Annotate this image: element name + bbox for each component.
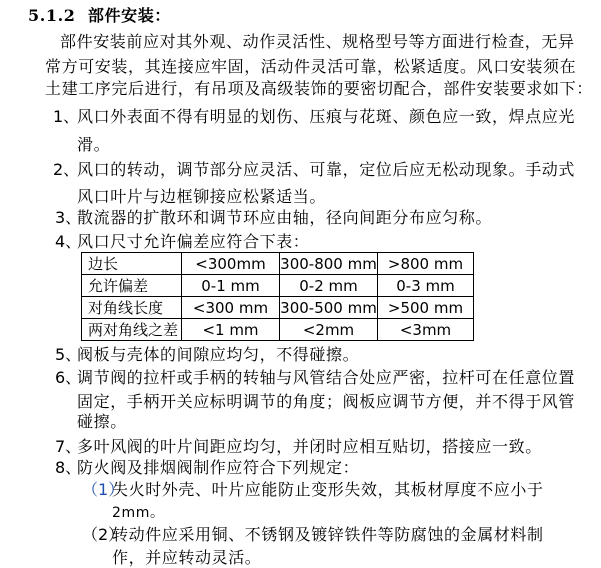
table-cell: <300 mm [182, 297, 280, 319]
section-heading [28, 6, 171, 26]
item-text: 多叶风阀的叶片间距应均匀，并闭时应相互贴切，搭接应一致。 [77, 437, 542, 456]
item-number: 7、 [55, 437, 82, 456]
item-number: 5、 [55, 345, 82, 364]
item-text: 散流器的扩散环和调节环应由轴，径向间距分布应匀称。 [77, 208, 493, 227]
section-title: 部件安装： [87, 6, 171, 25]
table-cell: 0-1 mm [182, 275, 280, 297]
subitem-text: 2mm。 [112, 505, 165, 521]
item-text: 风口叶片与边框铆接应松紧适当。 [77, 187, 327, 206]
table-cell: 0-2 mm [280, 275, 378, 297]
item-number: 6、 [55, 368, 82, 387]
table-cell: 300-500 mm [280, 298, 377, 317]
item-text: 阀板与壳体的间隙应均匀，不得碰擦。 [77, 345, 360, 364]
subitem-number: （2） [82, 525, 125, 544]
subitem-text: 失火时外壳、叶片应能防止变形失效，其板材厚度不应小于 [112, 480, 544, 499]
item-text: 调节阀的拉杆或手柄的转轴与风管结合处应严密，拉杆可在任意位置 [77, 368, 576, 387]
table-row [82, 319, 474, 341]
table-cell: <300mm [182, 253, 280, 275]
table-row [82, 275, 474, 297]
item-text: 风口外表面不得有明显的划伤、压痕与花斑、颜色应一致，焊点应光 [77, 107, 576, 126]
subitem-text: 转动件应采用铜、不锈钢及镀锌铁件等防腐蚀的金属材料制 [112, 525, 544, 544]
item-number: 2、 [53, 160, 80, 179]
table-cell: 两对角线之差 [82, 319, 182, 341]
intro-line: 常方可安装，其连接应牢固，活动件灵活可靠，松紧适度。风口安装须在 [45, 57, 577, 76]
item-number: 4、 [55, 232, 82, 251]
subitem-number: （1） [82, 480, 125, 499]
table-cell: 0-3 mm [378, 275, 474, 297]
subitem-text: 作，并应转动灵活。 [112, 548, 262, 567]
item-text: 风口的转动，调节部分应灵活、可靠，定位后应无松动现象。手动式 [77, 160, 576, 179]
table-cell: 300-800 mm [280, 254, 377, 273]
item-text: 固定，手柄开关应标明调节的角度；阀板应调节方便，并不得于风管 [77, 392, 576, 411]
table-cell: <3mm [378, 319, 474, 341]
table-cell: 对角线长度 [82, 297, 182, 319]
item-text: 碰擦。 [77, 412, 127, 431]
table-cell: >800 mm [378, 253, 474, 275]
section-number: 5.1.2 [28, 6, 76, 25]
table-cell: <2mm [280, 319, 378, 341]
intro-line: 部件安装前应对其外观、动作灵活性、规格型号等方面进行检查，无异 [60, 32, 575, 51]
item-number: 3、 [55, 208, 82, 227]
intro-line: 土建工序完后进行，有吊项及高级装饰的要密切配合，部件安装要求如下： [45, 79, 593, 98]
item-text: 风口尺寸允许偏差应符合下表： [77, 232, 310, 251]
table-cell: 允许偏差 [82, 275, 182, 297]
table-cell: 边长 [82, 253, 182, 275]
table-cell: >500 mm [378, 297, 474, 319]
item-number: 8、 [55, 458, 82, 477]
item-text: 防火阀及排烟阀制作应符合下列规定： [77, 458, 360, 477]
item-number: 1、 [53, 107, 80, 126]
tolerance-table [81, 252, 474, 341]
item-text: 滑。 [77, 135, 111, 154]
table-row [82, 253, 474, 275]
table-row [82, 297, 474, 319]
table-cell: <1 mm [182, 319, 280, 341]
